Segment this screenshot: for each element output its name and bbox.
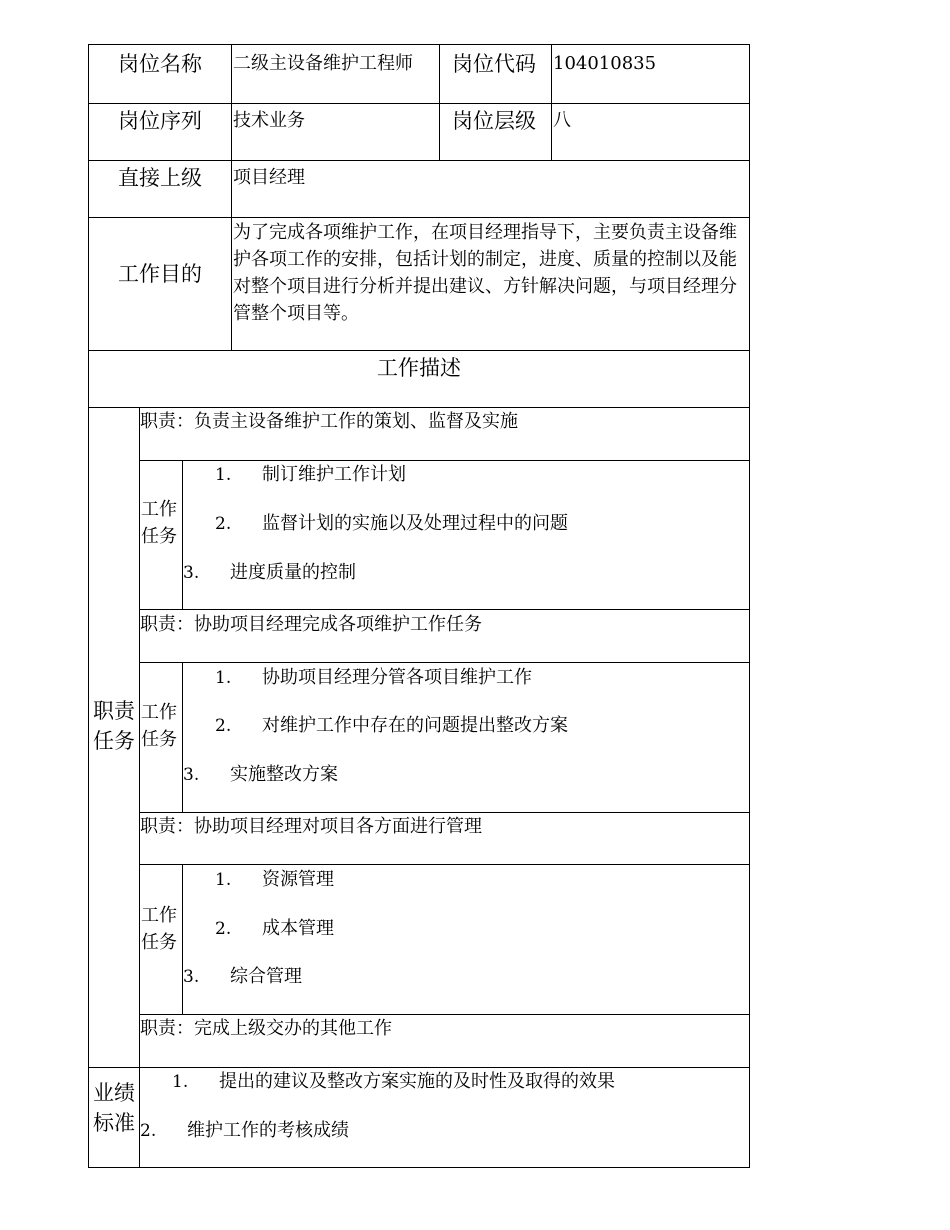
col-divider — [439, 44, 440, 160]
direct-superior-label: 直接上级 — [118, 166, 202, 190]
task-text: 综合管理 — [230, 966, 302, 987]
row-divider — [88, 103, 750, 104]
task-num: 3. — [183, 765, 200, 785]
performance-text: 维护工作的考核成绩 — [187, 1120, 349, 1141]
task-num: 2. — [215, 919, 232, 939]
row-divider — [88, 217, 750, 218]
task-num: 1. — [215, 465, 232, 485]
performance-label — [93, 1078, 135, 1138]
task-item — [215, 667, 231, 689]
task-text: 对维护工作中存在的问题提出整改方案 — [262, 715, 568, 736]
col-divider — [182, 662, 183, 812]
task-num: 3. — [183, 563, 200, 583]
col-divider — [182, 864, 183, 1014]
task-item — [215, 918, 231, 940]
task-text: 制订维护工作计划 — [262, 464, 406, 485]
task-item — [183, 966, 199, 988]
position-level-value: 八 — [553, 110, 571, 131]
task-num: 1. — [215, 668, 232, 688]
performance-num: 1. — [172, 1072, 189, 1092]
row-divider — [139, 609, 750, 610]
task-item — [183, 562, 199, 584]
direct-superior-value: 项目经理 — [233, 167, 305, 188]
col-divider — [551, 44, 552, 160]
task-item — [215, 464, 231, 486]
col-divider — [139, 407, 140, 1168]
performance-num: 2. — [140, 1121, 157, 1141]
row-divider — [139, 662, 750, 663]
task-text: 进度质量的控制 — [230, 562, 356, 583]
row-divider — [139, 864, 750, 865]
row-divider — [88, 407, 750, 408]
performance-item — [140, 1120, 156, 1142]
task-num: 2. — [215, 716, 232, 736]
performance-text: 提出的建议及整改方案实施的及时性及取得的效果 — [219, 1071, 615, 1092]
task-text: 资源管理 — [262, 869, 334, 890]
work-purpose-label: 工作目的 — [118, 262, 202, 286]
position-level-label: 岗位层级 — [452, 109, 536, 133]
task-item — [215, 715, 231, 737]
col-divider — [231, 44, 232, 350]
row-divider — [88, 1067, 750, 1068]
row-divider — [139, 812, 750, 813]
task-label: 工作 任务 — [141, 499, 177, 547]
duty-title: 职责：协助项目经理完成各项维护工作任务 — [140, 614, 482, 635]
work-purpose-value: 为了完成各项维护工作，在项目经理指导下，主要负责主设备维护各项工作的安排，包括计划的制定，进度、质量的控制以及能对整个项目进行分析并提出建议、方针解决问题，与项目经理分管整个项目等。 — [233, 222, 737, 324]
position-code-label: 岗位代码 — [452, 52, 536, 76]
position-name-value: 二级主设备维护工程师 — [233, 53, 413, 74]
performance-item — [172, 1071, 188, 1093]
task-text: 协助项目经理分管各项目维护工作 — [262, 667, 532, 688]
section-title: 工作描述 — [377, 356, 461, 380]
row-divider — [139, 460, 750, 461]
task-num: 2. — [215, 514, 232, 534]
duty-title: 职责：负责主设备维护工作的策划、监督及实施 — [140, 411, 518, 432]
task-label: 工作 任务 — [141, 905, 177, 953]
job-description-table — [88, 44, 750, 1168]
col-divider — [182, 460, 183, 609]
position-name-label: 岗位名称 — [118, 52, 202, 76]
position-code-value: 104010835 — [553, 53, 657, 74]
position-series-value: 技术业务 — [233, 110, 305, 131]
table-frame — [88, 44, 750, 1168]
task-text: 成本管理 — [262, 918, 334, 939]
row-divider — [88, 160, 750, 161]
row-divider — [139, 1014, 750, 1015]
task-text: 实施整改方案 — [230, 764, 338, 785]
row-divider — [88, 350, 750, 351]
duties-label — [93, 696, 135, 756]
duty-title: 职责：完成上级交办的其他工作 — [140, 1018, 392, 1039]
task-item — [215, 869, 231, 891]
task-num: 1. — [215, 870, 232, 890]
duties-label-line2: 任务 — [93, 729, 135, 753]
performance-label-line1: 业绩 — [93, 1081, 135, 1105]
task-item — [183, 764, 199, 786]
task-label: 工作 任务 — [141, 702, 177, 750]
duty-title: 职责：协助项目经理对项目各方面进行管理 — [140, 816, 482, 837]
duties-label-line1: 职责 — [93, 699, 135, 723]
task-item — [215, 513, 231, 535]
performance-label-line2: 标准 — [93, 1111, 135, 1135]
task-text: 监督计划的实施以及处理过程中的问题 — [262, 513, 568, 534]
task-num: 3. — [183, 967, 200, 987]
position-series-label: 岗位序列 — [118, 109, 202, 133]
